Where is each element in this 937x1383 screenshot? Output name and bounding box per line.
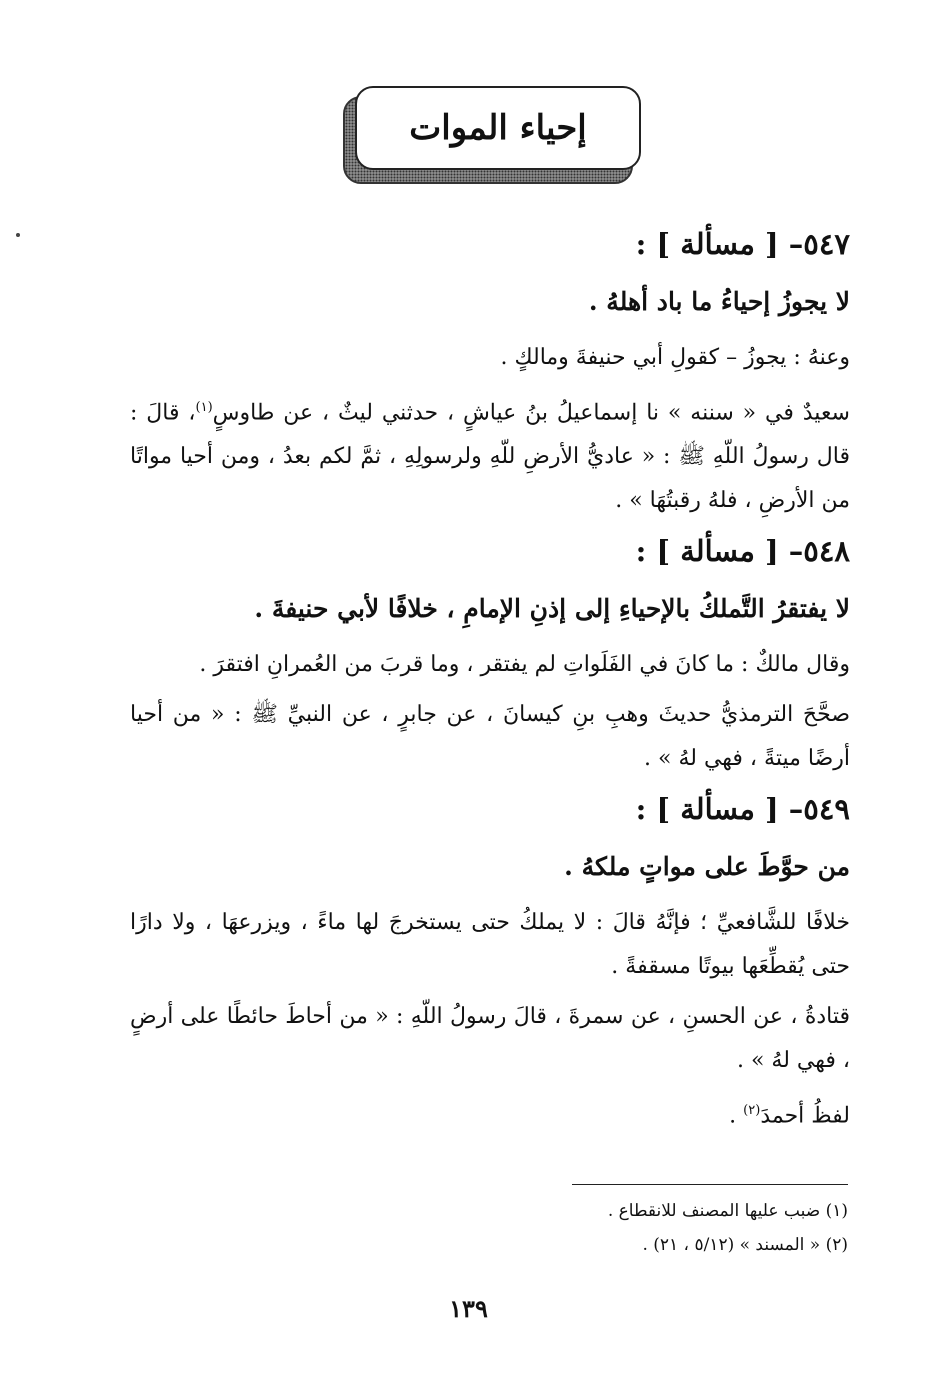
section-ruling: لا يفتقرُ التَّملكُ بالإحياءِ إلى إذنِ الإمامِ ، خلافًا لأبي حنيفةَ . [254,594,850,624]
footnote-divider [572,1184,848,1185]
paragraph-with-footnote [130,386,850,523]
paragraph: وعنهُ : يجوزُ – كقولِ أبي حنيفةَ ومالكٍ . [500,345,850,370]
section-heading: ٥٤٩– [ مسألة ] : [635,792,850,827]
chapter-title-frame [343,86,643,182]
paragraph: خلافًا للشَّافعيِّ ؛ فإنَّهُ قالَ : لا يملكُ حتى يستخرجَ لها ماءً ، ويزرعهَا ، ولا دارًا حتى يُقطِّعَها بيوتًا مسقفةً . [130,910,850,980]
paragraph: صحَّحَ الترمذيُّ حديثَ وهبِ بنِ كيسانَ ، عن جابرٍ ، عن النبيِّ ﷺ : « من أحيا أرضًا ميتةً ، فهي لهُ » . [130,702,850,772]
footnote-item: (٢) « المسند » (٥/١٢ ، ٢١) . [642,1235,848,1255]
page-number: ١٣٩ [449,1294,488,1323]
footnote-marker: (١) [195,400,213,415]
paragraph-text: لفظُ أحمدَ [760,1103,850,1129]
paragraph: وقال مالكٌ : ما كانَ في الفَلَواتِ لم يفتقر ، وما قربَ من العُمرانِ افتقرَ . [199,652,850,678]
footnotes [420,1194,848,1262]
page-body [130,222,850,1145]
section-heading: ٥٤٧– [ مسألة ] : [635,227,850,261]
section-549 [130,787,850,1138]
section-heading: ٥٤٨– [ مسألة ] : [635,534,850,569]
section-ruling: من حوَّطَ على مواتٍ ملكهُ . [564,852,850,882]
footnote-item: (١) ضبب عليها المصنف للانقطاع . [607,1201,848,1221]
section-547 [130,222,850,523]
section-548 [130,529,850,781]
footnote-marker: (٢) [743,1103,761,1119]
chapter-title [355,86,641,170]
section-ruling: لا يجوزُ إحياءُ ما باد أهلهُ . [588,287,850,316]
paragraph: قتادةُ ، عن الحسنِ ، عن سمرةَ ، قالَ رسولُ اللّهِ : « من أحاطَ حائطًا على أرضٍ ، فهي لهُ » . [130,1004,850,1074]
chapter-title-text: إحياء الموات [409,108,587,148]
paragraph-with-footnote: لفظُ أحمدَ$^{(٢)}$ . [729,1103,850,1129]
paragraph-text: سعيدٌ في « سننه » نا إسماعيلُ بنُ عياشٍ ، حدثني ليثٌ ، عن طاوسٍ [212,400,850,426]
scan-speck [16,233,20,237]
paragraph-text: ، قالَ : قال رسولُ اللّهِ ﷺ : « عاديُّ الأرضِ للّهِ ولرسولِهِ ، ثمَّ لكم بعدُ ، ومن أحيا مواتًا من الأرضِ ، فلهُ رقبتُهَا » . [130,400,850,514]
